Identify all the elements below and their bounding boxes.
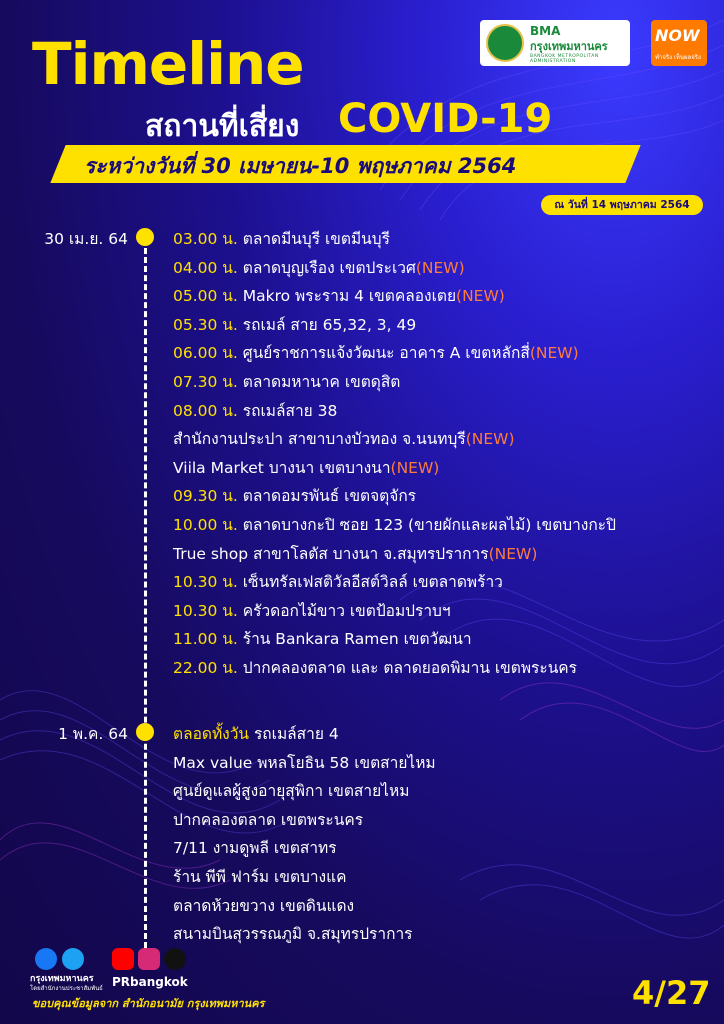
timeline-item-place: Max value พหลโยธิน 58 เขตสายไหม — [173, 753, 436, 772]
source-note: ขอบคุณข้อมูลจาก สำนักอนามัย กรุงเทพมหานคร — [32, 997, 265, 1010]
bma-seal-icon — [486, 24, 524, 62]
timeline-item — [173, 569, 503, 594]
bma-logo-abbr: BMA — [530, 24, 561, 38]
date-range-text: ระหว่างวันที่ 30 เมษายน-10 พฤษภาคม 2564 — [84, 154, 517, 178]
timeline-item-place: สนามบินสุวรรณภูมิ จ.สมุทรปราการ — [173, 925, 413, 944]
timeline-item — [173, 255, 465, 280]
timeline-item-time: 09.30 น. — [173, 487, 238, 506]
timeline-item-place: สำนักงานประปา สาขาบางบัวทอง จ.นนทบุรี — [173, 430, 466, 449]
timeline-item-place: ศูนย์ดูแลผู้สูงอายุสุพิกา เขตสายไหม — [173, 782, 410, 801]
facebook-icon — [35, 948, 57, 970]
timeline-dot — [136, 723, 154, 741]
timeline-item-time: 08.00 น. — [173, 401, 238, 420]
timeline-item-time: 06.00 น. — [173, 344, 238, 363]
timeline-item — [173, 598, 451, 623]
timeline-item — [173, 398, 337, 423]
new-badge: (NEW) — [529, 344, 579, 363]
timeline-item-place: ร้าน Bankara Ramen เขตวัฒนา — [237, 630, 472, 649]
new-badge: (NEW) — [390, 458, 440, 477]
timeline-item-time: 03.00 น. — [173, 230, 238, 248]
timeline-item — [173, 340, 579, 365]
subtitle-covid: COVID-19 — [338, 96, 553, 142]
timeline-item-place: ปากคลองตลาด เขตพระนคร — [173, 810, 364, 829]
new-badge: (NEW) — [456, 287, 505, 306]
timeline-item — [173, 455, 439, 480]
bma-logo-english: BANGKOK METROPOLITAN ADMINISTRATION — [530, 54, 599, 64]
timeline-item-time: 05.30 น. — [173, 315, 238, 334]
timeline-item — [173, 835, 337, 860]
timeline-item-time: ตลอดทั้งวัน — [173, 725, 250, 743]
timeline-item-time: 10.30 น. — [173, 573, 238, 592]
new-badge: (NEW) — [488, 544, 538, 563]
now-logo-sub: ทำจริง เห็นผลจริง — [655, 54, 701, 61]
timeline-item — [173, 655, 577, 680]
as-of-badge: ณ วันที่ 14 พฤษภาคม 2564 — [541, 195, 703, 215]
timeline-item — [173, 893, 354, 918]
timeline-item — [173, 921, 412, 946]
now-logo — [651, 20, 707, 66]
timeline-item-place: ตลาดบุญเรือง เขตประเวศ — [237, 258, 416, 277]
timeline-item-place: ตลาดมีนบุรี เขตมีนบุรี — [237, 230, 390, 248]
timeline-item — [173, 541, 537, 566]
social-right-label: PRbangkok — [112, 975, 188, 989]
timeline-item — [173, 864, 347, 889]
timeline-item-place: รถเมล์ สาย 65,32, 3, 49 — [237, 315, 417, 334]
timeline-item-time: 04.00 น. — [173, 258, 238, 277]
social-left-label: กรุงเทพมหานคร — [30, 974, 94, 984]
timeline-item — [173, 369, 400, 394]
timeline-item-place: ตลาดอมรพันธ์ เขตจตุจักร — [237, 487, 417, 506]
instagram-icon — [138, 948, 160, 970]
timeline-item-place: 7/11 งามดูพลี เขตสาทร — [173, 839, 337, 858]
now-logo-text: NOW — [655, 26, 700, 45]
timeline-item-place: ครัวดอกไม้ขาว เขตป้อมปราบฯ — [237, 601, 451, 620]
timeline-item-time: 11.00 น. — [173, 630, 238, 649]
timeline-item-place: ปากคลองตลาด และ ตลาดยอดพิมาน เขตพระนคร — [237, 659, 577, 677]
timeline-date: 30 เม.ย. 64 — [44, 230, 128, 248]
timeline-item-place: True shop สาขาโลตัส บางนา จ.สมุทรปราการ — [173, 544, 489, 563]
timeline-item — [173, 512, 616, 537]
bma-logo — [480, 20, 630, 66]
timeline-date: 1 พ.ค. 64 — [58, 725, 128, 743]
timeline-line — [144, 230, 147, 948]
youtube-icon — [112, 948, 134, 970]
timeline-item-place: ร้าน พีพี ฟาร์ม เขตบางแค — [173, 868, 347, 886]
timeline-item — [173, 778, 409, 803]
timeline-item — [173, 226, 390, 251]
timeline-item — [173, 312, 416, 337]
tiktok-icon — [164, 948, 186, 970]
timeline-item-place: Viila Market บางนา เขตบางนา — [173, 458, 391, 477]
timeline-item — [173, 807, 363, 832]
timeline-item-place: รถเมล์สาย 38 — [237, 401, 338, 420]
timeline-dot — [136, 228, 154, 246]
timeline-item-time: 05.00 น. — [173, 287, 238, 306]
twitter-icon — [62, 948, 84, 970]
page-title: Timeline — [32, 30, 304, 98]
new-badge: (NEW) — [415, 258, 465, 277]
timeline-item-time: 22.00 น. — [173, 659, 238, 677]
timeline-item — [173, 750, 436, 775]
timeline-item-place: รถเมล์สาย 4 — [249, 725, 339, 743]
bma-logo-thai: กรุงเทพมหานคร — [530, 40, 608, 53]
timeline-item-place: ตลาดมหานาค เขตดุสิต — [237, 373, 401, 391]
timeline-item — [173, 626, 472, 651]
timeline-item — [173, 721, 339, 746]
timeline-item — [173, 426, 515, 451]
page-number: 4/27 — [632, 974, 711, 1012]
timeline-item-place: ศูนย์ราชการแจ้งวัฒนะ อาคาร A เขตหลักสี่ — [237, 344, 530, 363]
social-left-sub: โดยสำนักงานประชาสัมพันธ์ — [30, 985, 103, 992]
timeline-item-time: 07.30 น. — [173, 373, 238, 391]
timeline-item — [173, 283, 505, 308]
new-badge: (NEW) — [465, 430, 515, 449]
timeline-item — [173, 483, 416, 508]
timeline-item-place: Makro พระราม 4 เขตคลองเตย — [237, 287, 457, 306]
timeline-item-time: 10.00 น. — [173, 516, 238, 534]
subtitle-thai: สถานที่เสี่ยง — [145, 109, 300, 144]
timeline-item-place: ตลาดห้วยขวาง เขตดินแดง — [173, 896, 355, 915]
timeline-item-place: เซ็นทรัลเฟสติวัลอีสต์วิลล์ เขตลาดพร้าว — [237, 573, 503, 592]
timeline-item-time: 10.30 น. — [173, 601, 238, 620]
timeline-item-place: ตลาดบางกะปิ ซอย 123 (ขายผักและผลไม้) เขตบางกะปิ — [237, 516, 616, 534]
